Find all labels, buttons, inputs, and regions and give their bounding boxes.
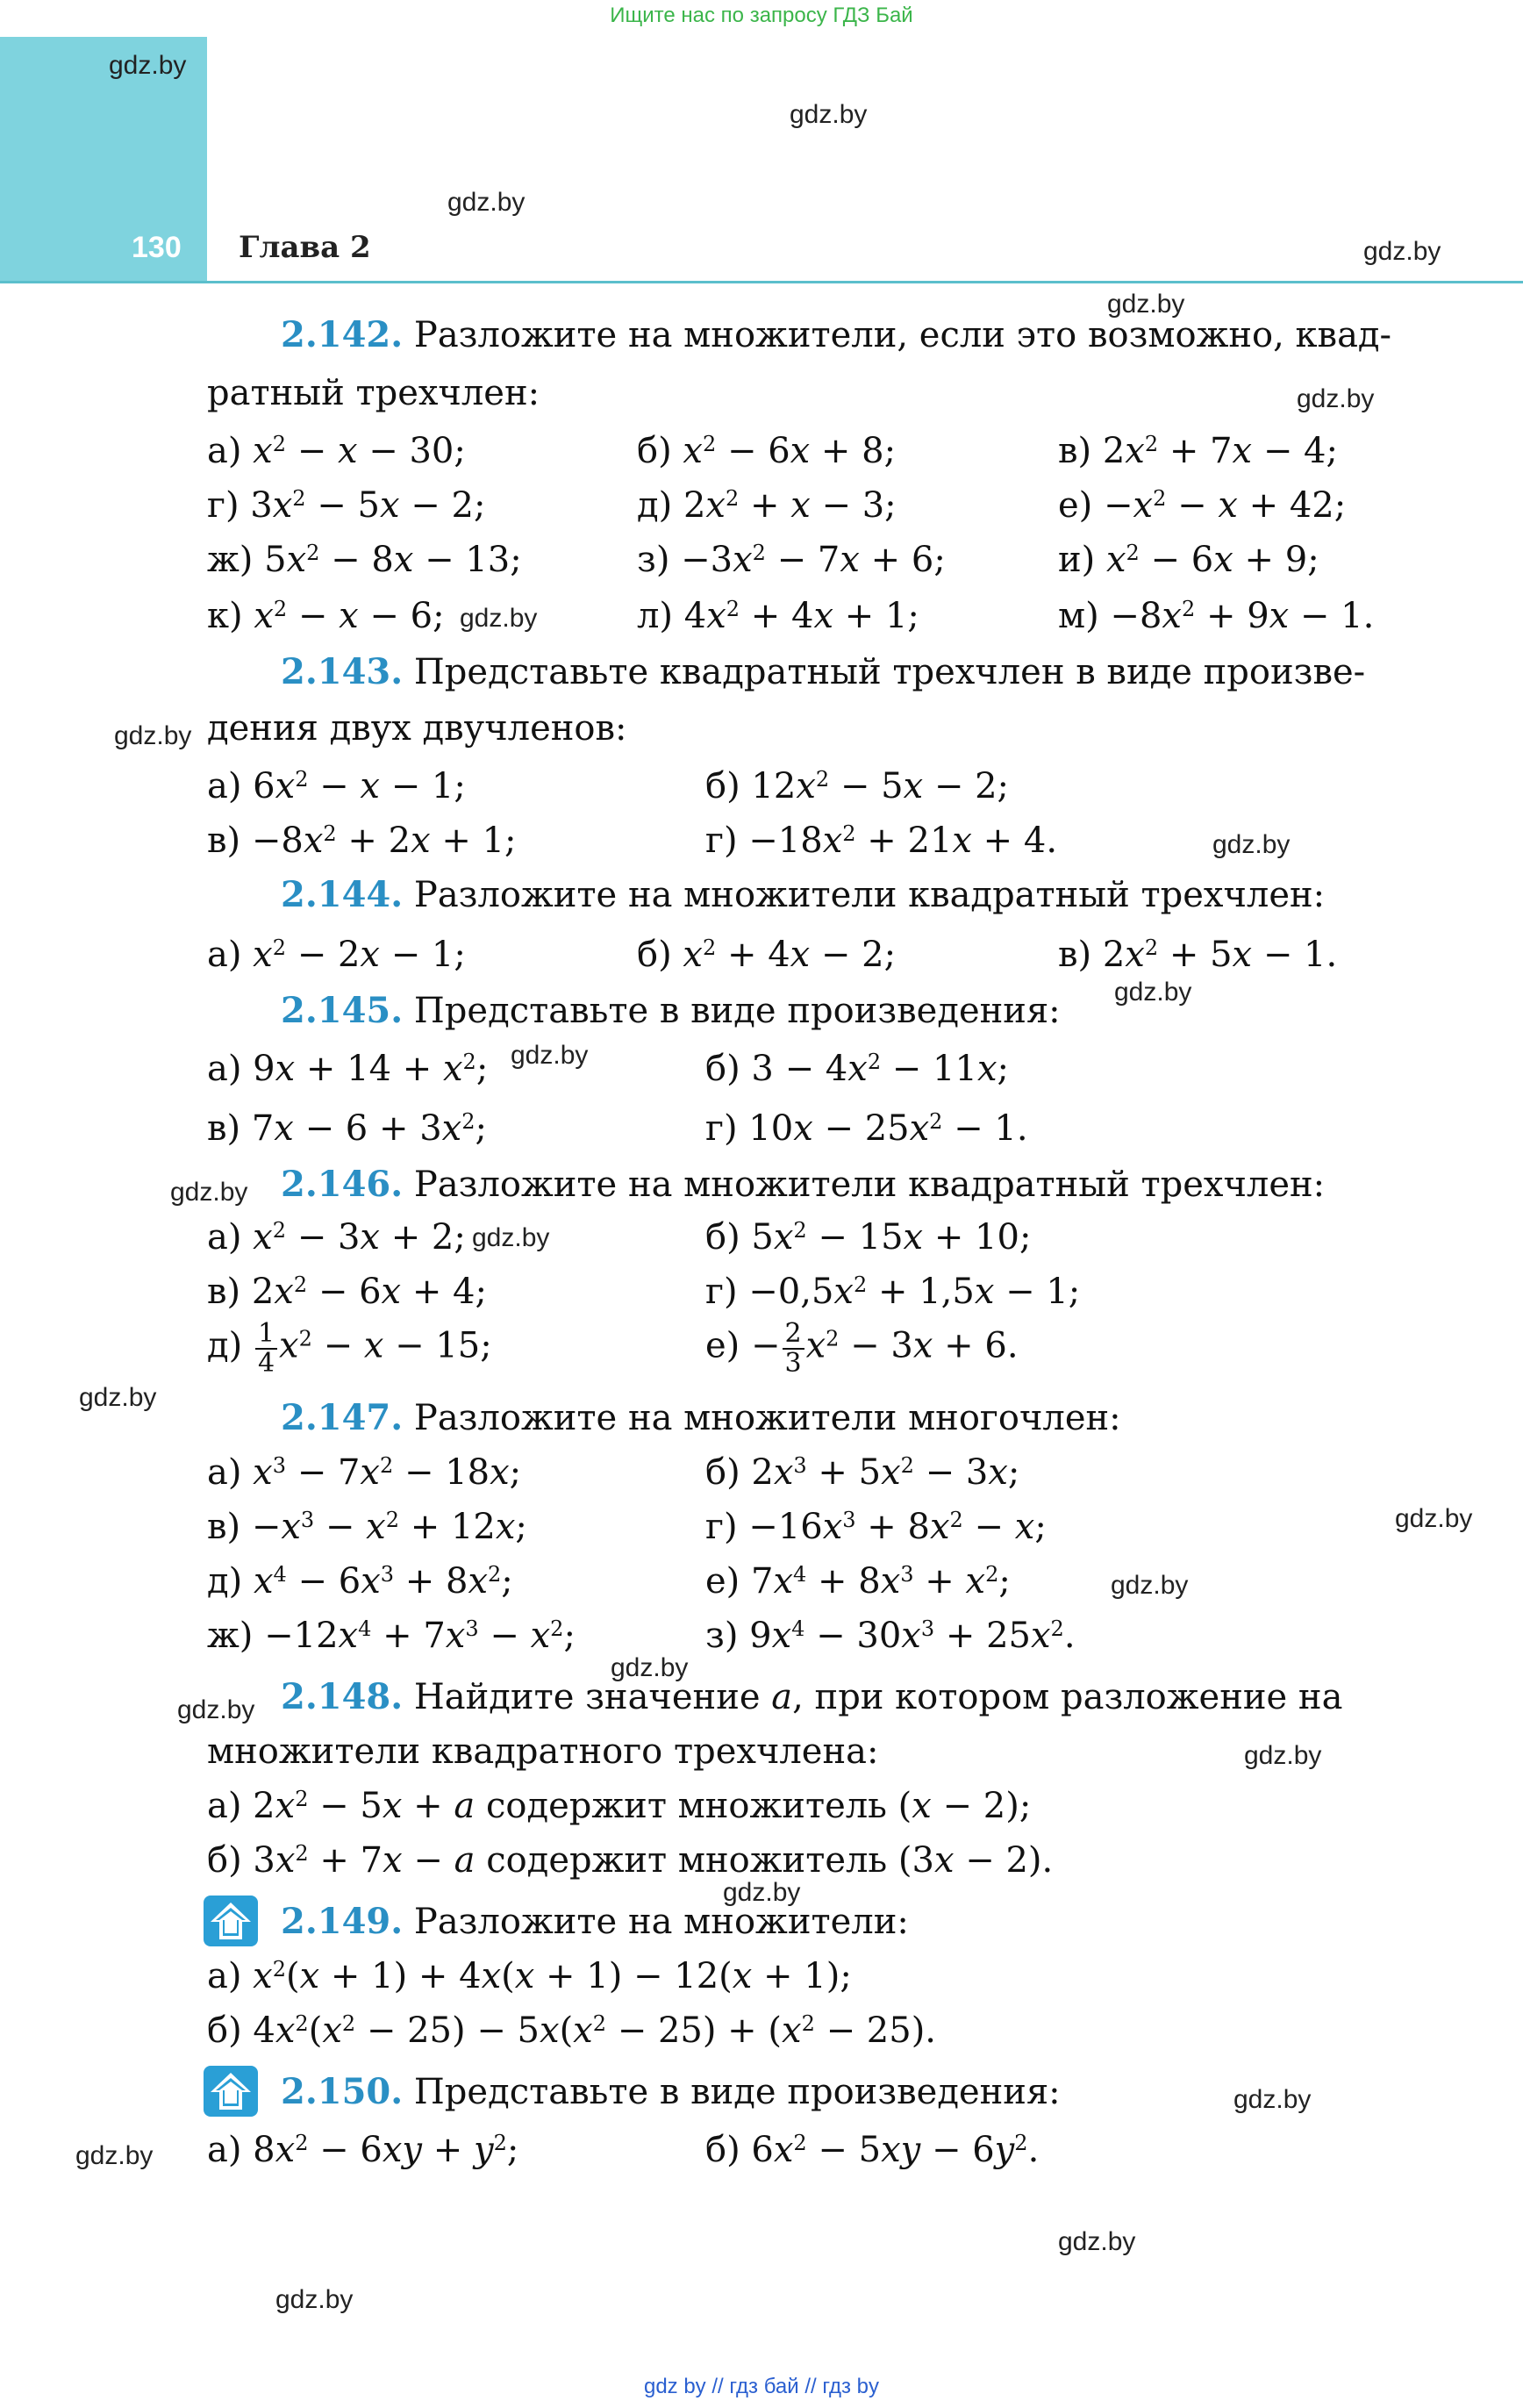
watermark: gdz.by — [1058, 2227, 1136, 2256]
watermark: gdz.by — [79, 1383, 157, 1412]
exercise-item: б) $x^2 + 4x - 2$; — [637, 935, 897, 975]
exercise-item: $з) -3x^2 - 7x + 6$; — [637, 540, 946, 580]
problem-2148-statement-cont: множители квадратного трехчлена: — [207, 1731, 879, 1772]
exercise-item: б) $x^2 - 6x + 8$; — [637, 431, 897, 471]
chapter-title: Глава 2 — [239, 230, 371, 265]
home-exercise-icon — [204, 2066, 258, 2117]
exercise-item: б) $4x^2(x^2 - 25) - 5x(x^2 - 25) + (x^2 - 25)$. — [207, 2010, 937, 2051]
watermark: gdz.by — [447, 188, 526, 217]
exercise-item: $г) -18x^2 + 21x + 4$. — [705, 821, 1058, 861]
exercise-item: д) $\frac{1}{4}$ $x^2 - x - 15$; — [207, 1318, 492, 1379]
exercise-item: б) $2x^3 + 5x^2 - 3x$; — [705, 1452, 1020, 1493]
exercise-item: а) $x^2(x + 1) + 4x(x + 1) - 12(x + 1)$; — [207, 1956, 852, 1996]
exercise-item: б) $12x^2 - 5x - 2$; — [705, 766, 1009, 806]
exercise-item: г) $3x^2 - 5x - 2$; — [207, 485, 486, 526]
header-rule — [0, 281, 1523, 283]
watermark: gdz.by — [611, 1653, 689, 1682]
footer-links: gdz by // гдз бай // гдз by — [643, 2375, 880, 2398]
exercise-item: а) $x^2 - 2x - 1$; — [207, 935, 466, 975]
exercise-item: и) $x^2 - 6x + 9$; — [1058, 540, 1319, 580]
problem-2147-statement: 2.147. Разложите на множители многочлен: — [281, 1397, 1121, 1438]
watermark: gdz.by — [109, 51, 187, 80]
watermark: gdz.by — [177, 1695, 255, 1724]
top-banner: Ищите нас по запросу ГДЗ Бай — [610, 4, 913, 27]
exercise-item: $м) -8x^2 + 9x - 1$. — [1058, 596, 1375, 636]
exercise-item: е) − $\frac{2}{3}$ $x^2 - 3x + 6$. — [705, 1318, 1019, 1379]
exercise-item: в) $2x^2 + 5x - 1$. — [1058, 935, 1338, 975]
exercise-item: ж) $5x^2 - 8x - 13$; — [207, 540, 522, 580]
problem-2142-statement-cont: ратный трехчлен: — [207, 373, 540, 413]
exercise-item: б) $6x^2 - 5xy - 6y^2$. — [705, 2130, 1040, 2170]
watermark: gdz.by — [1107, 290, 1185, 319]
exercise-item: $в) -x^3 - x^2 + 12x$; — [207, 1507, 527, 1547]
exercise-item: б) $3 - 4x^2 - 11x$; — [705, 1049, 1009, 1089]
page-number: 130 — [132, 231, 182, 264]
problem-2142-statement — [281, 314, 1392, 355]
exercise-item: г) $10x - 25x^2 - 1$. — [705, 1108, 1028, 1149]
watermark: gdz.by — [75, 2141, 154, 2170]
watermark: gdz.by — [511, 1041, 589, 1070]
watermark: gdz.by — [790, 100, 868, 129]
exercise-item: е) $7x^4 + 8x^3 + x^2$; — [705, 1561, 1011, 1602]
problem-2143-statement: 2.143. Представьте квадратный трехчлен в виде произве- — [281, 651, 1366, 692]
exercise-item: д) $x^4 - 6x^3 + 8x^2$; — [207, 1561, 513, 1602]
watermark: gdz.by — [460, 604, 538, 633]
exercise-item: б) $3x^2 + 7x - a$ содержит множитель (3x − 2). — [207, 1840, 1054, 1881]
watermark: gdz.by — [1212, 830, 1291, 859]
watermark: gdz.by — [1297, 384, 1375, 413]
exercise-item: л) $4x^2 + 4x + 1$; — [637, 596, 919, 636]
watermark: gdz.by — [114, 721, 192, 750]
exercise-item: а) $8x^2 - 6xy + y^2$; — [207, 2130, 519, 2170]
exercise-item: в) $2x^2 + 7x - 4$; — [1058, 431, 1338, 471]
problem-text: Разложите на множители, если это возможно, квад- — [403, 315, 1392, 355]
watermark: gdz.by — [472, 1223, 550, 1252]
exercise-item: $в) -8x^2 + 2x + 1$; — [207, 821, 517, 861]
problem-2150-statement: 2.150. Представьте в виде произведения: — [281, 2071, 1061, 2112]
problem-2148-statement: 2.148. Найдите значение a, при котором разложение на — [281, 1676, 1343, 1717]
exercise-item: $г) -0,5x^2 + 1,5x - 1$; — [705, 1272, 1081, 1312]
problem-2143-statement-cont: дения двух двучленов: — [207, 708, 627, 749]
problem-2146-statement: 2.146. Разложите на множители квадратный трехчлен: — [281, 1164, 1326, 1205]
watermark: gdz.by — [1395, 1504, 1473, 1533]
watermark: gdz.by — [1363, 237, 1441, 266]
watermark: gdz.by — [170, 1178, 248, 1207]
exercise-item: а) $9x + 14 + x^2$; — [207, 1049, 489, 1089]
exercise-item: в) $7x - 6 + 3x^2$; — [207, 1108, 487, 1149]
problem-2149-statement: 2.149. Разложите на множители: — [281, 1901, 909, 1942]
home-exercise-icon — [204, 1896, 258, 1946]
exercise-item: д) $2x^2 + x - 3$; — [637, 485, 897, 526]
problem-2145-statement: 2.145. Представьте в виде произведения: — [281, 990, 1061, 1031]
watermark: gdz.by — [1233, 2085, 1312, 2114]
exercise-item: б) $5x^2 - 15x + 10$; — [705, 1217, 1032, 1258]
exercise-item: а) $x^2 - x - 30$; — [207, 431, 466, 471]
exercise-item: $г) -16x^3 + 8x^2 - x$; — [705, 1507, 1047, 1547]
exercise-item: в) $2x^2 - 6x + 4$; — [207, 1272, 487, 1312]
watermark: gdz.by — [275, 2285, 354, 2314]
exercise-item: $е) -x^2 - x + 42$; — [1058, 485, 1347, 526]
problem-number: 2.142. — [281, 314, 404, 355]
watermark: gdz.by — [1114, 978, 1192, 1007]
exercise-item: з) $9x^4 - 30x^3 + 25x^2$. — [705, 1616, 1076, 1656]
exercise-item: а) $x^2 - 3x + 2$; — [207, 1217, 466, 1258]
exercise-item: а) $x^3 - 7x^2 - 18x$; — [207, 1452, 522, 1493]
watermark: gdz.by — [1111, 1571, 1189, 1600]
problem-2144-statement: 2.144. Разложите на множители квадратный трехчлен: — [281, 874, 1326, 915]
exercise-item: а) $6x^2 - x - 1$; — [207, 766, 466, 806]
watermark: gdz.by — [723, 1878, 801, 1907]
exercise-item: $ж) -12x^4 + 7x^3 - x^2$; — [207, 1616, 576, 1656]
watermark: gdz.by — [1244, 1741, 1322, 1770]
exercise-item: а) $2x^2 - 5x + a$ содержит множитель (x − 2); — [207, 1786, 1032, 1826]
exercise-item: к) $x^2 - x - 6$; — [207, 596, 445, 636]
